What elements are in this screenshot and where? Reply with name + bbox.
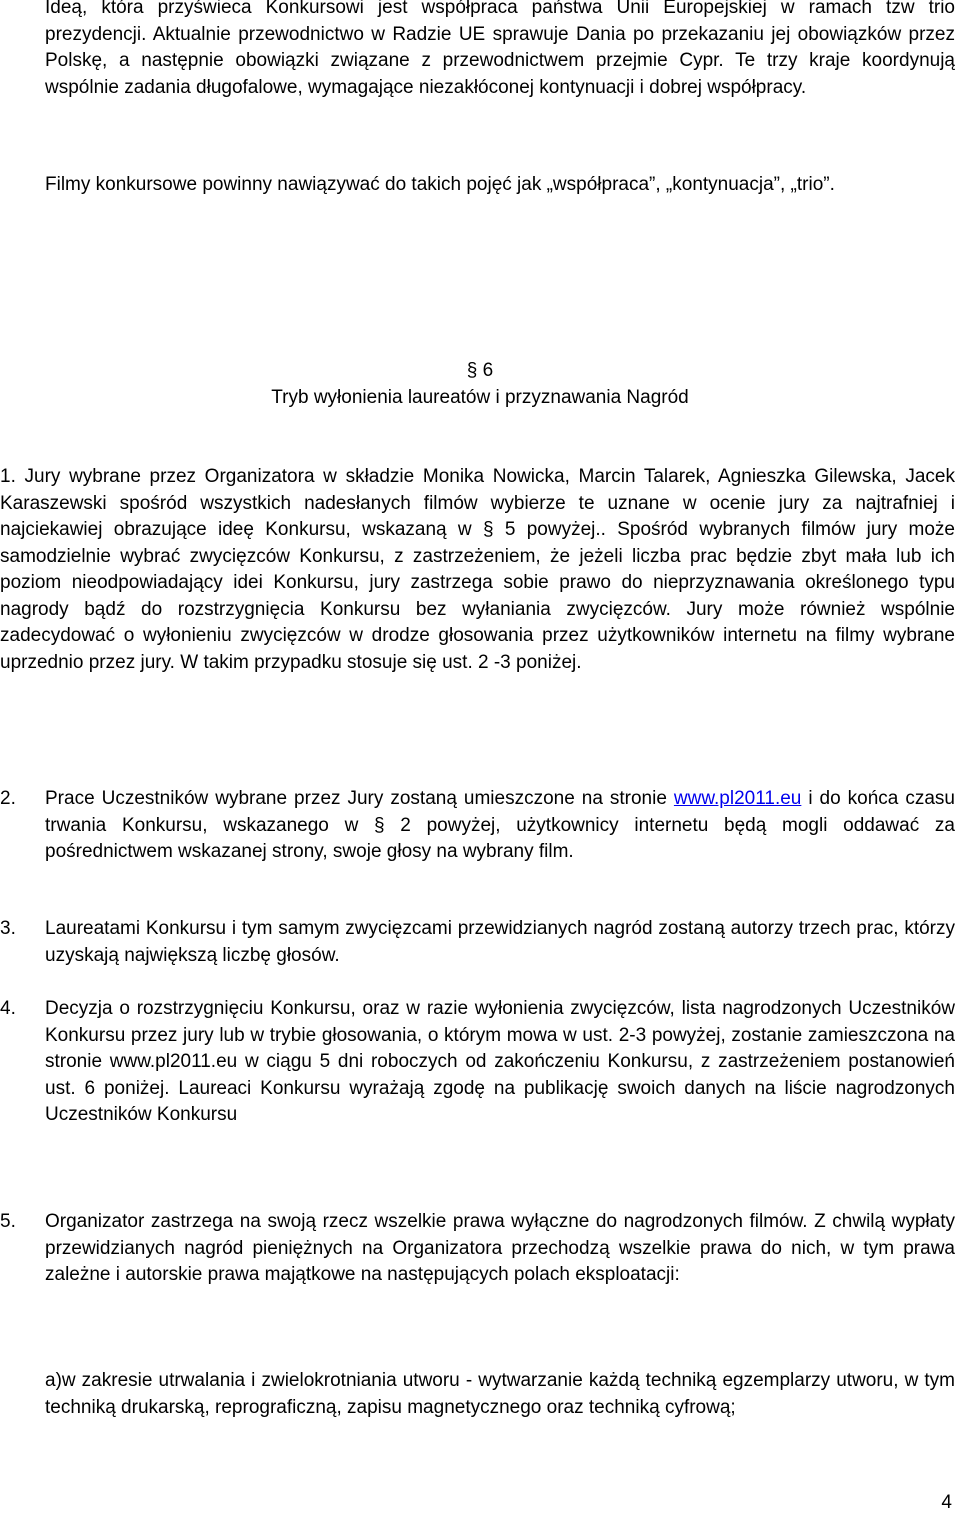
subitem-a-paragraph: a)w zakresie utrwalania i zwielokrotniania utworu - wytwarzanie każdą techniką egzemplarzy utworu, w tym techniką drukarską, reprograficzną, zapisu magnetycznego oraz techniką cyfrową; (45, 1370, 955, 1418)
page-number: 4 (941, 1492, 952, 1513)
list-item-text: Laureatami Konkursu i tym samym zwycięzcami przewidzianych nagród zostaną autorzy trzech prac, którzy uzyskają największą liczbę głosów. (45, 918, 955, 966)
films-paragraph: Filmy konkursowe powinny nawiązywać do takich pojęć jak „współpraca”, „kontynuacja”, „trio”. (45, 174, 835, 195)
list-item-text-after: i do końca czasu trwania Konkursu, wskazanego w § 2 powyżej, użytkownicy internetu będą mogli oddawać za pośrednictwem wskazanej strony, swoje głosy na wybrany film. (45, 788, 955, 862)
intro-paragraph: Ideą, która przyświeca Konkursowi jest współpraca państwa Unii Europejskiej w ramach tzw trio prezydencji. Aktualnie przewodnictwo w Radzie UE sprawuje Dania po przekazaniu jej obowiązków przez Polskę, a następnie obowiązki związane z przewodnictwem przejmie Cypr. Te trzy kraje koordynują wspólnie zadania długofalowe, wymagające niezakłóconej kontynuacji i dobrej współpracy. (45, 0, 955, 98)
list-item-number: 3. (0, 918, 16, 939)
list-item-text-before: Prace Uczestników wybrane przez Jury zostaną umieszczone na stronie (45, 788, 674, 809)
list-item-number: 4. (0, 998, 16, 1019)
section-heading (0, 358, 960, 411)
list-item-text: Organizator zastrzega na swoją rzecz wszelkie prawa wyłączne do nagrodzonych filmów. Z chwilą wypłaty przewidzianych nagród pieniężnych na Organizatora przechodzą wszelkie prawa do nich, w tym prawa zależne i autorskie prawa majątkowe na następujących polach eksploatacji: (45, 1211, 955, 1285)
section-number: § 6 (466, 360, 494, 381)
list-item-text: Decyzja o rozstrzygnięciu Konkursu, oraz w razie wyłonienia zwycięzców, lista nagrodzonych Uczestników Konkursu przez jury lub w trybie głosowania, o którym mowa w ust. 2-3 powyżej, zostanie zamieszczona na stronie www.pl2011.eu w ciągu 5 dni roboczych od zakończeniu Konkursu, z zastrzeżeniem postanowień ust. 6 poniżej. Laureaci Konkursu wyrażają zgodę na publikację swoich danych na liście nagrodzonych Uczestników Konkursu (45, 998, 955, 1125)
section-title: Tryb wyłonienia laureatów i przyznawania Nagród (271, 386, 689, 408)
list-item-text: 1. Jury wybrane przez Organizatora w składzie Monika Nowicka, Marcin Talarek, Agnieszka Gilewska, Jacek Karaszewski spośród wszystkich nadesłanych filmów wybierze te uznane w ocenie jury za najtrafniej i najciekawiej obrazujące ideę Konkursu, wskazaną w § 5 powyżej.. Spośród wybranych filmów jury może samodzielnie wybrać zwycięzców Konkursu, z zastrzeżeniem, że jeżeli liczba prac będzie zbyt mała lub ich poziom nieodpowiadający idei Konkursu, jury zastrzega sobie prawo do nieprzyznawania określonego typu nagrody bądź do rozstrzygnięcia Konkursu bez wyłaniania zwycięzców. Jury może również wspólnie zadecydować o wyłonieniu zwycięzców w drodze głosowania przez użytkowników internetu na filmy wybrane uprzednio przez jury. W takim przypadku stosuje się ust. 2 -3 poniżej. (0, 466, 955, 673)
list-item-number: 2. (0, 788, 16, 809)
pl2011-link[interactable]: www.pl2011.eu (673, 788, 802, 809)
list-item-number: 5. (0, 1211, 16, 1232)
list-item-text (45, 786, 955, 866)
